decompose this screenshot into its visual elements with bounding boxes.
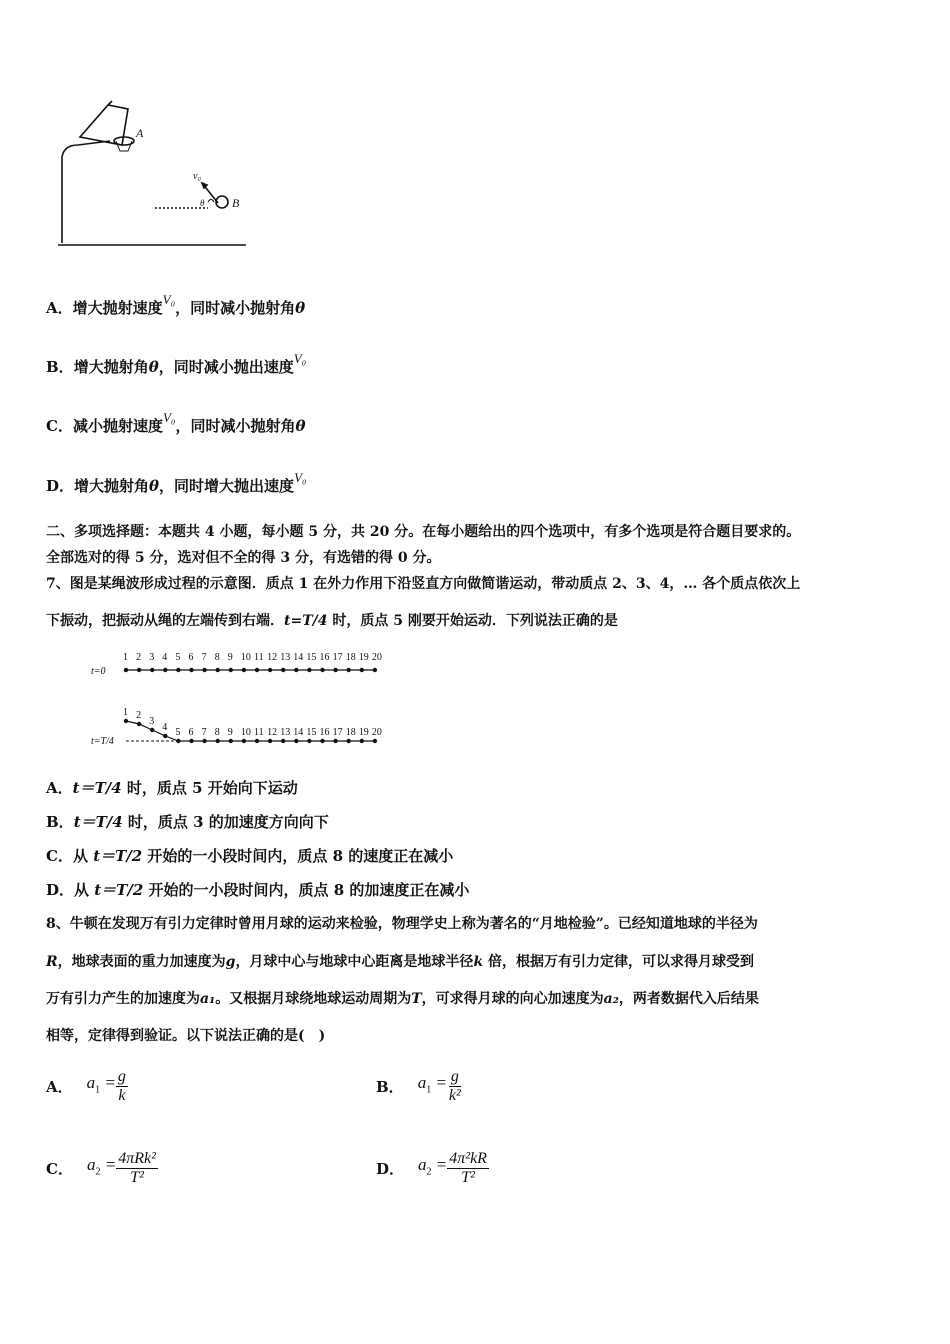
q7-option-b[interactable]: B．t＝T/4 时，质点 3 的加速度方向向下 bbox=[46, 813, 329, 831]
particle-number-tT4: 8 bbox=[214, 727, 220, 738]
particle-number-tT4: 3 bbox=[149, 716, 155, 727]
q8-option-b[interactable]: B． $a_1$ = $\frac{g}{\text{k²}}$ bbox=[376, 1068, 461, 1104]
particle-t0 bbox=[255, 668, 258, 671]
q8-line2: R，地球表面的重力加速度为g，月球中心与地球中心距离是地球半径k 倍，根据万有引力定律，可以求得月球受到 bbox=[46, 954, 755, 970]
particle-tT4 bbox=[151, 728, 154, 731]
particle-t0 bbox=[295, 668, 298, 671]
particle-t0 bbox=[242, 668, 245, 671]
particle-number-t0: 7 bbox=[201, 652, 207, 663]
particle-number-t0: 2 bbox=[136, 652, 142, 663]
particle-number-tT4: 6 bbox=[188, 727, 194, 738]
particle-number-tT4: 2 bbox=[136, 710, 142, 721]
particle-tT4 bbox=[282, 739, 285, 742]
particle-number-t0: 12 bbox=[267, 652, 278, 663]
particle-number-tT4: 15 bbox=[306, 727, 317, 738]
particle-tT4 bbox=[334, 739, 337, 742]
section2-line1: 二、多项选择题：本题共 4 小题，每小题 5 分，共 20 分。在每小题给出的四个选项中，有多个选项是符合题目要求的。 bbox=[46, 524, 801, 540]
particle-number-t0: 9 bbox=[227, 652, 233, 663]
q7-option-a[interactable]: A．t＝T/4 时，质点 5 开始向下运动 bbox=[46, 779, 298, 797]
particle-tT4 bbox=[321, 739, 324, 742]
particle-number-t0: 20 bbox=[371, 652, 382, 663]
particle-t0 bbox=[124, 668, 127, 671]
fraction: $\frac{g}{\text{k²}}$ bbox=[448, 1068, 461, 1104]
particle-number-tT4: 13 bbox=[280, 727, 291, 738]
particle-t0 bbox=[164, 668, 167, 671]
particle-number-tT4: 10 bbox=[240, 727, 251, 738]
particle-tT4 bbox=[373, 739, 376, 742]
q7-line1: 7、图是某绳波形成过程的示意图．质点 1 在外力作用下沿竖直方向做简谐运动，带动质点 2、3、4，… 各个质点依次上 bbox=[46, 576, 801, 592]
label-v0: v₀ bbox=[193, 171, 201, 182]
q7-line2: 下振动，把振动从绳的左端传到右端．t=T/4 时，质点 5 刚要开始运动．下列说法正确的是 bbox=[46, 613, 618, 629]
particle-tT4 bbox=[242, 739, 245, 742]
particle-t0 bbox=[347, 668, 350, 671]
particle-tT4 bbox=[164, 734, 167, 737]
particle-number-tT4: 19 bbox=[358, 727, 369, 738]
particle-number-tT4: 14 bbox=[293, 727, 304, 738]
particle-number-t0: 13 bbox=[280, 652, 291, 663]
row1-label: t=0 bbox=[91, 666, 106, 677]
particle-number-t0: 11 bbox=[254, 652, 264, 663]
particle-number-tT4: 5 bbox=[175, 727, 181, 738]
q8-line4: 相等，定律得到验证。以下说法正确的是( ) bbox=[46, 1028, 326, 1044]
fraction: $\frac{\text{4πRk²}}{\text{T²}}$ bbox=[118, 1150, 156, 1186]
q7-option-c[interactable]: C．从 t＝T/2 开始的一小段时间内，质点 8 的速度正在减小 bbox=[46, 847, 454, 865]
particle-t0 bbox=[360, 668, 363, 671]
particle-tT4 bbox=[138, 722, 141, 725]
particle-number-tT4: 18 bbox=[345, 727, 356, 738]
particle-number-t0: 10 bbox=[240, 652, 251, 663]
particle-number-tT4: 11 bbox=[254, 727, 264, 738]
q8-line3: 万有引力产生的加速度为a₁。又根据月球绕地球运动周期为T，可求得月球的向心加速度为a₂，两者数据代入后结果 bbox=[46, 991, 759, 1007]
particle-number-t0: 8 bbox=[214, 652, 220, 663]
particle-t0 bbox=[177, 668, 180, 671]
particle-t0 bbox=[138, 668, 141, 671]
basketball-figure bbox=[50, 95, 260, 255]
fraction: $\frac{\text{4π²kR}}{\text{T²}}$ bbox=[449, 1150, 487, 1186]
particle-t0 bbox=[269, 668, 272, 671]
particle-number-tT4: 9 bbox=[227, 727, 233, 738]
particle-t0 bbox=[229, 668, 232, 671]
particle-tT4 bbox=[216, 739, 219, 742]
particle-number-t0: 15 bbox=[306, 652, 317, 663]
particle-number-t0: 6 bbox=[188, 652, 194, 663]
particle-tT4 bbox=[360, 739, 363, 742]
particle-tT4 bbox=[308, 739, 311, 742]
particle-tT4 bbox=[190, 739, 193, 742]
particle-tT4 bbox=[269, 739, 272, 742]
particle-number-t0: 5 bbox=[175, 652, 181, 663]
particle-t0 bbox=[282, 668, 285, 671]
particle-tT4 bbox=[347, 739, 350, 742]
particle-tT4 bbox=[229, 739, 232, 742]
particle-tT4 bbox=[295, 739, 298, 742]
q8-line1: 8、牛顿在发现万有引力定律时曾用月球的运动来检验，物理学史上称为著名的“月地检验”。已经知道地球的半径为 bbox=[46, 916, 758, 932]
particle-number-t0: 16 bbox=[319, 652, 330, 663]
q6-option-c[interactable]: C．减小抛射速度V₀，同时减小抛射角θ bbox=[46, 410, 306, 435]
particle-number-tT4: 7 bbox=[201, 727, 207, 738]
particle-number-t0: 4 bbox=[162, 652, 168, 663]
q8-option-a[interactable]: A． $a_1$ = $\frac{g}{k}$ bbox=[46, 1068, 126, 1104]
particle-number-tT4: 12 bbox=[267, 727, 278, 738]
particle-number-t0: 14 bbox=[293, 652, 304, 663]
q8-option-d[interactable]: D． $a_2$ = $\frac{\text{4π²kR}}{\text{T²}}$ bbox=[376, 1150, 487, 1186]
particle-number-t0: 19 bbox=[358, 652, 369, 663]
particle-number-t0: 3 bbox=[149, 652, 155, 663]
label-theta: θ bbox=[200, 198, 205, 208]
particle-tT4 bbox=[255, 739, 258, 742]
q8-option-c[interactable]: C． $a_2$ = $\frac{\text{4πRk²}}{\text{T²}}$ bbox=[46, 1150, 156, 1186]
particle-number-tT4: 1 bbox=[123, 707, 128, 718]
particle-number-t0: 18 bbox=[345, 652, 356, 663]
particle-t0 bbox=[373, 668, 376, 671]
particle-number-tT4: 4 bbox=[162, 722, 168, 733]
particle-number-tT4: 20 bbox=[371, 727, 382, 738]
q7-option-d[interactable]: D．从 t＝T/2 开始的一小段时间内，质点 8 的加速度正在减小 bbox=[46, 881, 470, 899]
particle-number-tT4: 17 bbox=[332, 727, 343, 738]
section2-line2: 全部选对的得 5 分，选对但不全的得 3 分，有选错的得 0 分。 bbox=[46, 550, 441, 566]
q6-option-b[interactable]: B．增大抛射角θ，同时减小抛出速度V₀ bbox=[46, 351, 307, 376]
particle-number-t0: 1 bbox=[123, 652, 128, 663]
particle-t0 bbox=[321, 668, 324, 671]
particle-number-tT4: 16 bbox=[319, 727, 330, 738]
label-B: B bbox=[232, 196, 240, 210]
particle-t0 bbox=[190, 668, 193, 671]
particle-tT4 bbox=[203, 739, 206, 742]
particle-t0 bbox=[203, 668, 206, 671]
fraction: $\frac{g}{k}$ bbox=[117, 1068, 126, 1104]
particle-t0 bbox=[308, 668, 311, 671]
particle-number-t0: 17 bbox=[332, 652, 343, 663]
particle-t0 bbox=[216, 668, 219, 671]
rope-wave-figure bbox=[88, 645, 398, 755]
particle-t0 bbox=[334, 668, 337, 671]
particle-t0 bbox=[151, 668, 154, 671]
q6-option-d[interactable]: D．增大抛射角θ，同时增大抛出速度V₀ bbox=[46, 470, 307, 495]
label-A: A bbox=[136, 126, 144, 140]
particle-tT4 bbox=[124, 719, 127, 722]
q6-option-a[interactable]: A．增大抛射速度V₀，同时减小抛射角θ bbox=[46, 292, 306, 317]
row2-label: t=T/4 bbox=[91, 736, 114, 747]
particle-tT4 bbox=[177, 739, 180, 742]
